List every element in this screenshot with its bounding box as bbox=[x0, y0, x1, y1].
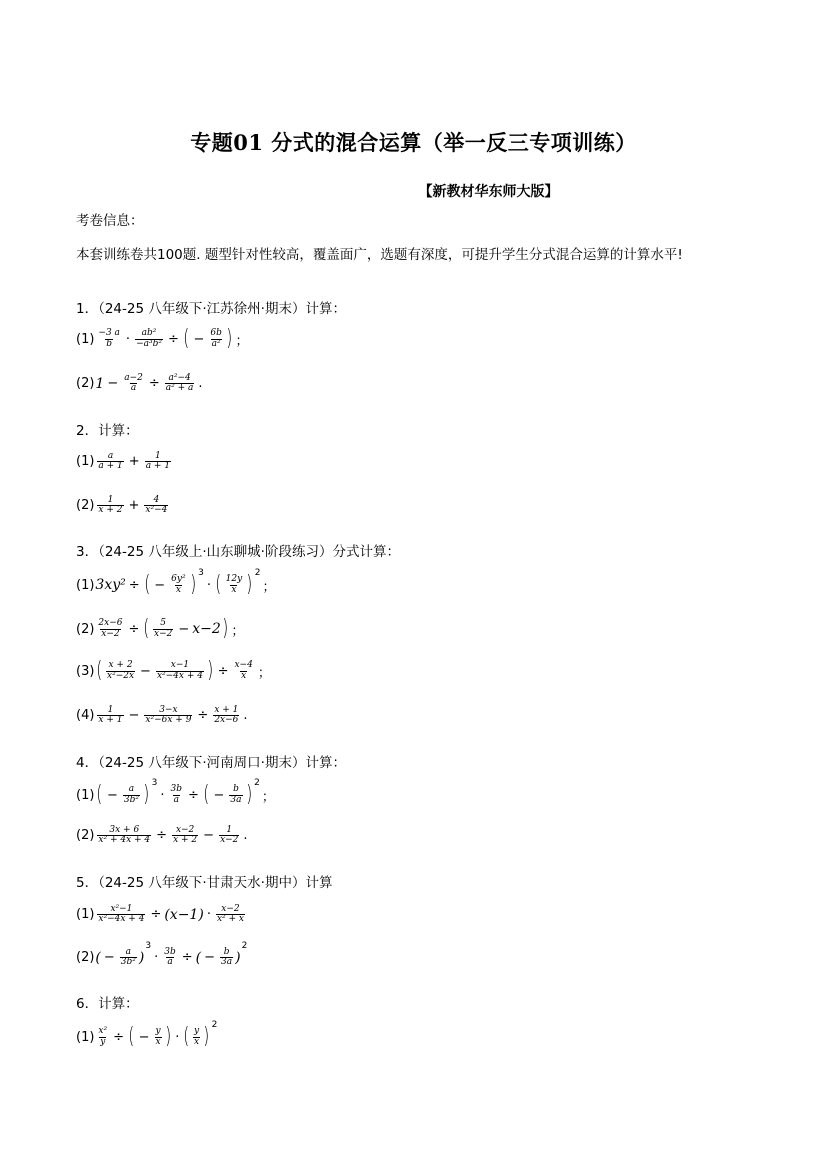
fraction bbox=[123, 374, 144, 394]
numerator: x−1 bbox=[170, 660, 190, 671]
question-3-part-3: (3) ( $\frac{x + 2}{\text{x²−2x}}$ − $\frac{x-1}{\text{x²−4x + 4}}$ ) ÷ $\frac{x-4}{x}$ ； bbox=[76, 658, 271, 683]
denominator: a + 1 bbox=[98, 461, 123, 472]
denominator: x²−4x + 4 bbox=[98, 914, 145, 925]
fraction bbox=[145, 452, 171, 472]
denominator: x−2 bbox=[220, 835, 239, 846]
fraction bbox=[106, 661, 135, 681]
exponent: 2 bbox=[211, 1020, 218, 1030]
fraction bbox=[219, 826, 239, 846]
numerator: a−2 bbox=[124, 373, 143, 383]
part-label: (2) bbox=[76, 498, 95, 514]
fraction bbox=[172, 826, 198, 846]
denominator: x bbox=[231, 584, 237, 595]
part-label: (1) bbox=[76, 577, 95, 593]
numerator: x + 2 bbox=[108, 660, 133, 671]
end-mark: ； bbox=[235, 333, 249, 349]
tail-term: x−2 bbox=[192, 621, 221, 637]
page-title: 专题01 分式的混合运算（举一反三专项训练） bbox=[190, 130, 637, 155]
denominator: a² bbox=[211, 338, 221, 349]
denominator: x + 1 bbox=[98, 715, 123, 726]
denominator: 3a bbox=[230, 794, 242, 805]
numerator: 6b bbox=[210, 328, 222, 339]
denominator: x bbox=[175, 584, 181, 595]
fraction bbox=[97, 452, 123, 472]
exponent: 3 bbox=[198, 568, 204, 578]
end-mark: ； bbox=[231, 623, 245, 639]
numerator: x² bbox=[98, 1026, 108, 1037]
denominator: x²−4 bbox=[145, 505, 168, 516]
numerator: 3b bbox=[170, 784, 182, 795]
fraction bbox=[155, 1027, 162, 1047]
fraction bbox=[97, 619, 123, 639]
question-4-part-1: (1) ( − $\frac{a}{\text{3b²}}$ ) 3 · $\frac{3b}{a}$ ÷ ( − $\frac{b}{3a}$ ) 2 ； bbox=[76, 778, 275, 807]
end-mark: ； bbox=[261, 789, 275, 805]
fraction bbox=[170, 785, 184, 805]
end-mark: ； bbox=[257, 665, 271, 681]
numerator: 1 bbox=[107, 705, 114, 715]
numerator: 6y² bbox=[171, 574, 186, 585]
part-label: (3) bbox=[76, 663, 95, 679]
fraction bbox=[209, 329, 223, 349]
denominator: 3b² bbox=[123, 794, 140, 805]
fraction bbox=[229, 785, 242, 805]
part-label: (2) bbox=[76, 950, 95, 966]
numerator: 12y bbox=[225, 574, 243, 585]
part-label: (2) bbox=[76, 376, 95, 392]
question-2-part-2: (2) $\frac{1}{x + 2}$ + $\frac{4}{\text{x²−4}}$ bbox=[76, 495, 168, 516]
denominator: a² + a bbox=[165, 383, 194, 394]
numerator: −3 a bbox=[98, 328, 120, 339]
question-6-heading: 6．计算： bbox=[76, 996, 139, 1012]
question-5-heading: 5．（24-25 八年级下·甘肃天水·期中）计算 bbox=[76, 875, 333, 891]
part-label: (4) bbox=[76, 708, 95, 724]
numerator: 2x−6 bbox=[98, 618, 123, 629]
fraction bbox=[97, 496, 123, 516]
question-4-heading: 4．（24-25 八年级下·河南周口·期末）计算： bbox=[76, 755, 346, 771]
numerator: x−4 bbox=[234, 660, 253, 671]
question-3-part-4: (4) $\frac{1}{x + 1}$ − $\frac{3-x}{\text{x²−6x + 9}}$ ÷ $\frac{x + 1}{2x-6}$ . bbox=[76, 705, 248, 726]
fraction bbox=[97, 826, 151, 846]
fraction bbox=[213, 706, 239, 726]
denominator: y bbox=[100, 1036, 106, 1047]
question-3-heading: 3．（24-25 八年级上·山东聊城·阶段练习）分式计算： bbox=[76, 544, 400, 560]
question-1-part-1: (1) $\frac{-3 a}{b}$ · $\frac{\text{ab²}}{\text{−a³b²}}$ ÷ ( − $\frac{6b}{\text{a²}}$ ) ； bbox=[76, 326, 249, 351]
numerator: x−2 bbox=[175, 825, 195, 835]
exponent: 2 bbox=[254, 778, 260, 788]
numerator: 5 bbox=[160, 618, 167, 629]
fraction bbox=[135, 329, 163, 349]
fraction bbox=[144, 706, 192, 726]
part-label: (1) bbox=[76, 787, 95, 803]
denominator: a bbox=[173, 794, 179, 805]
numerator: 4 bbox=[153, 495, 160, 505]
end-mark: ； bbox=[262, 579, 276, 595]
fraction bbox=[156, 661, 204, 681]
numerator: 3b bbox=[164, 947, 176, 957]
fraction bbox=[97, 1027, 108, 1047]
numerator: a²−4 bbox=[168, 373, 191, 383]
numerator: x−2 bbox=[221, 904, 240, 914]
lead-term: 1 bbox=[95, 375, 105, 392]
part-label: (2) bbox=[76, 621, 95, 637]
part-label: (1) bbox=[76, 331, 95, 347]
fraction bbox=[225, 575, 244, 595]
exponent: 2 bbox=[241, 940, 248, 951]
numerator: x + 1 bbox=[214, 705, 239, 715]
denominator: 3a bbox=[221, 957, 233, 968]
info-text: 本套训练卷共100题. 题型针对性较高，覆盖面广，选题有深度，可提升学生分式混合运算的计算水平! bbox=[76, 247, 683, 263]
end-mark: . bbox=[198, 376, 203, 392]
question-1-heading: 1．（24-25 八年级下·江苏徐州·期末）计算： bbox=[76, 301, 346, 317]
numerator: ab² bbox=[141, 328, 157, 339]
part-label: (1) bbox=[76, 1029, 95, 1045]
fraction bbox=[216, 905, 245, 925]
numerator: 1 bbox=[107, 495, 114, 505]
fraction bbox=[193, 1027, 200, 1047]
denominator: x + 2 bbox=[173, 835, 198, 846]
fraction bbox=[120, 948, 137, 968]
question-6-part-1: (1) $\frac{\text{x²}}{y}$ ÷ ( − $\frac{y}{x}$ ) · ( $\frac{y}{x}$ ) 2 bbox=[76, 1020, 218, 1049]
numerator: a bbox=[128, 784, 135, 795]
question-4-part-2: (2) $\frac{3x + 6}{\text{x² + 4x + 4}}$ ÷ $\frac{x-2}{x + 2}$ − $\frac{1}{x-2}$ . bbox=[76, 825, 248, 846]
fraction bbox=[163, 948, 177, 968]
denominator: x bbox=[155, 1036, 161, 1047]
info-label: 考卷信息： bbox=[76, 213, 144, 229]
denominator: x + 2 bbox=[98, 505, 123, 516]
numerator: b bbox=[223, 947, 230, 957]
exponent: 3 bbox=[145, 940, 152, 951]
denominator: b bbox=[106, 338, 113, 349]
numerator: 1 bbox=[226, 825, 233, 835]
denominator: x bbox=[193, 1036, 200, 1047]
denominator: x−2 bbox=[101, 628, 120, 639]
edition-subtitle: 【新教材华东师大版】 bbox=[418, 184, 559, 200]
end-mark: . bbox=[243, 708, 248, 724]
numerator: y bbox=[193, 1026, 200, 1037]
exponent: 3 bbox=[151, 778, 158, 788]
fraction bbox=[144, 496, 168, 516]
denominator: x²−2x bbox=[107, 670, 135, 681]
fraction bbox=[97, 329, 121, 349]
exponent: 2 bbox=[254, 568, 261, 578]
fraction bbox=[153, 619, 173, 639]
denominator: a + 1 bbox=[145, 461, 171, 472]
fraction bbox=[220, 948, 233, 968]
numerator: a bbox=[107, 451, 114, 461]
question-5-part-2: (2) ( − $\frac{a}{\text{3b²}}$ ) 3 · $\frac{3b}{a}$ ÷ ( − $\frac{b}{3a}$ ) 2 bbox=[76, 940, 248, 968]
end-mark: . bbox=[243, 828, 248, 844]
denominator: x²−4x + 4 bbox=[156, 670, 203, 681]
denominator: x² + 4x + 4 bbox=[98, 835, 151, 846]
question-3-part-1: (1) 3xy² ÷ ( − $\frac{\text{6y²}}{x}$ ) 3 · ( $\frac{12y}{x}$ ) 2 ； bbox=[76, 568, 276, 597]
lead-term: 3xy² bbox=[95, 577, 126, 593]
numerator: a bbox=[125, 947, 132, 957]
numerator: 3−x bbox=[159, 705, 178, 715]
denominator: x² + x bbox=[216, 914, 244, 925]
numerator: y bbox=[155, 1026, 161, 1037]
numerator: 1 bbox=[155, 451, 161, 461]
denominator: x bbox=[241, 670, 247, 681]
denominator: a bbox=[130, 383, 137, 394]
denominator: x²−6x + 9 bbox=[145, 715, 192, 726]
denominator: −a³b² bbox=[136, 338, 162, 349]
fraction bbox=[123, 785, 140, 805]
denominator: x−2 bbox=[154, 628, 173, 639]
fraction bbox=[165, 374, 195, 394]
denominator: a bbox=[167, 957, 173, 968]
question-3-part-2: (2) $\frac{2x-6}{x-2}$ ÷ ( $\frac{5}{x-2}$ − x−2 ) ； bbox=[76, 616, 245, 641]
fraction bbox=[97, 706, 123, 726]
denominator: 3b² bbox=[120, 957, 136, 968]
part-label: (1) bbox=[76, 907, 95, 923]
part-label: (1) bbox=[76, 454, 95, 470]
numerator: b bbox=[233, 784, 239, 795]
question-5-part-1: (1) $\frac{\text{x²−1}}{\text{x²−4x + 4}}$ ÷ (x−1) · $\frac{x-2}{\text{x² + x}}$ bbox=[76, 904, 244, 925]
fraction bbox=[97, 905, 145, 925]
fraction bbox=[170, 575, 186, 595]
middle-term: (x−1) bbox=[164, 906, 204, 923]
denominator: 2x−6 bbox=[214, 715, 239, 726]
question-1-part-2: (2) 1 − $\frac{a-2}{a}$ ÷ $\frac{\text{a²−4}}{\text{a² + a}}$ . bbox=[76, 373, 203, 394]
question-2-heading: 2．计算： bbox=[76, 423, 139, 439]
numerator: 3x + 6 bbox=[109, 825, 140, 835]
numerator: x²−1 bbox=[110, 904, 133, 914]
question-2-part-1: (1) $\frac{a}{a + 1}$ + $\frac{1}{a + 1}$ bbox=[76, 451, 171, 472]
fraction bbox=[233, 661, 253, 681]
part-label: (2) bbox=[76, 828, 95, 844]
